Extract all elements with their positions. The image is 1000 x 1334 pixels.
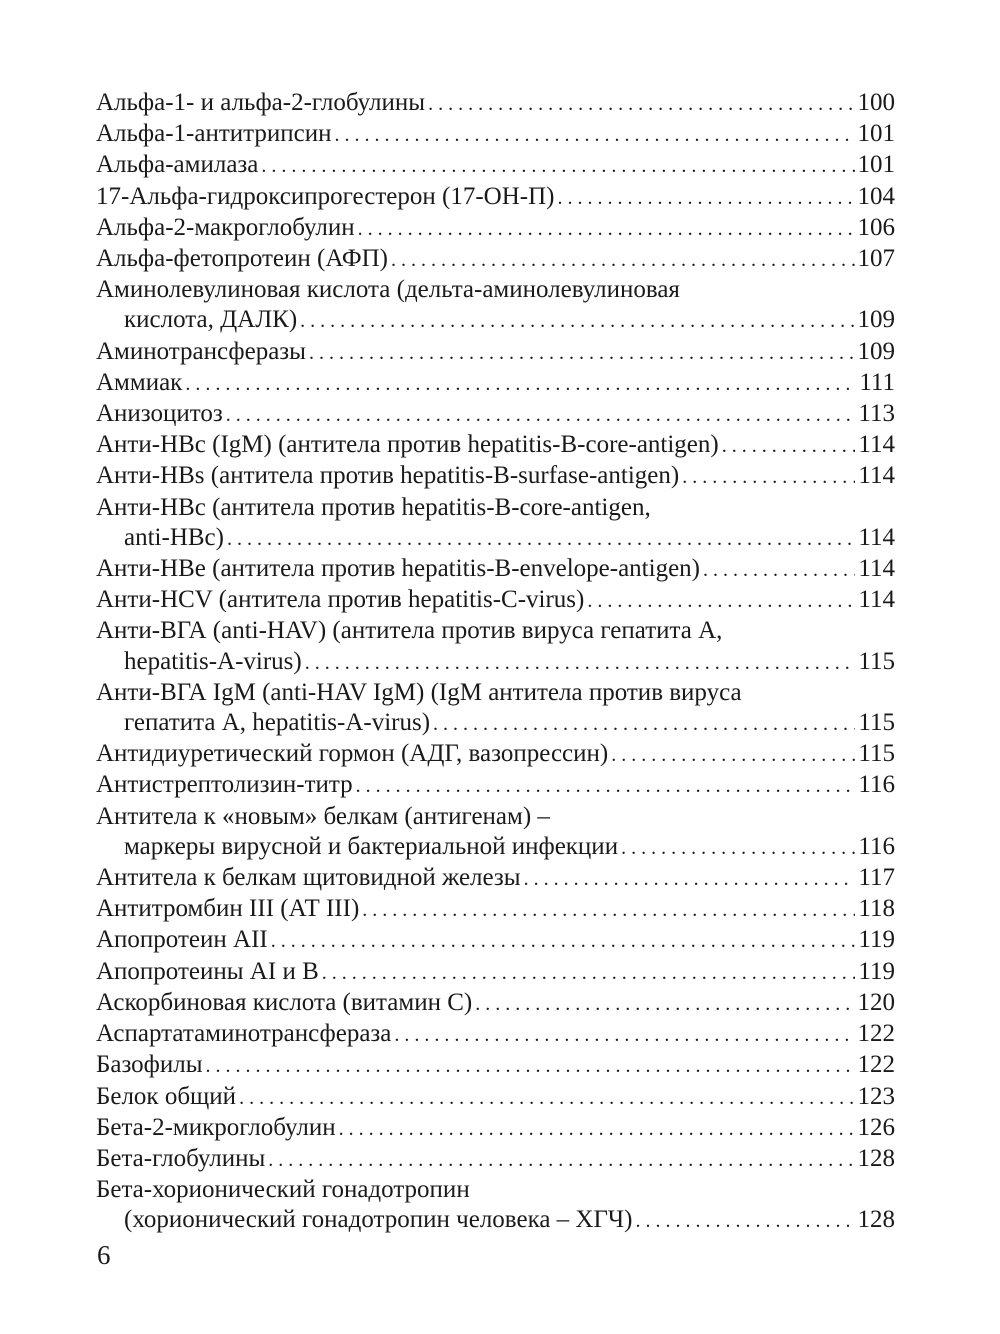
toc-entry-page: 122	[857, 1051, 895, 1079]
toc-entry-line	[96, 957, 895, 988]
toc-entry-title: (хорионический гонадотропин человека – ХГЧ)	[124, 1206, 633, 1234]
toc-entry-title: Анти-ВГА IgM (anti-HAV IgM) (IgM антитела против вируса	[96, 678, 742, 706]
dot-leader	[722, 431, 856, 461]
toc-entry-title: Антитела к «новым» белкам (антигенам) –	[96, 802, 550, 830]
toc-entry-line	[96, 119, 895, 150]
toc-entry-line	[96, 739, 895, 770]
toc-entry-page: 114	[858, 431, 895, 459]
dot-leader	[322, 958, 856, 988]
toc-entry-line	[96, 802, 895, 832]
toc-entry	[96, 678, 895, 739]
toc-entry-title: Аспартатаминотрансфераза	[96, 1020, 392, 1048]
toc-entry-line	[96, 368, 895, 399]
toc-entry-line	[96, 554, 895, 585]
toc-entry-page: 115	[858, 647, 895, 675]
toc-entry	[96, 88, 895, 119]
toc-entry-title: Апопротеины АI и В	[96, 957, 319, 985]
toc-entry-line	[96, 770, 895, 801]
toc-entry-line	[96, 1019, 895, 1050]
toc-entry-title: Анти-HBc (антитела против hepatitis-B-core-antigen,	[96, 493, 651, 521]
dot-leader	[185, 369, 856, 399]
toc-entry	[96, 1082, 895, 1113]
toc-entry-page: 128	[857, 1144, 895, 1172]
toc-entry-line	[96, 832, 895, 863]
toc-entry-page: 113	[858, 400, 895, 428]
toc-entry-page: 109	[857, 306, 895, 334]
toc-entry-page: 111	[859, 368, 895, 396]
toc-entry-page: 118	[858, 895, 895, 923]
toc-entry-title: Анти-HCV (антитела против hepatitis-C-virus)	[96, 586, 585, 614]
dot-leader	[433, 709, 855, 739]
toc-entry-line	[96, 988, 895, 1019]
toc-entry-title: Базофилы	[96, 1051, 203, 1079]
toc-entry-title: маркеры вирусной и бактериальной инфекции	[124, 832, 619, 860]
toc-entry-line	[96, 244, 895, 275]
toc-entry-title: Анти-HBc (IgM) (антитела против hepatitis-B-core-antigen)	[96, 431, 719, 459]
toc-entry	[96, 1175, 895, 1236]
dot-leader	[703, 555, 855, 585]
toc-entry-title: кислота, ДАЛК)	[124, 306, 298, 334]
dot-leader	[226, 400, 856, 430]
toc-entry-line	[96, 894, 895, 925]
dot-leader	[611, 740, 855, 770]
toc-entry-title: Бета-глобулины	[96, 1144, 266, 1172]
toc-entry-title: Альфа-1- и альфа-2-глобулины	[96, 89, 426, 116]
toc-entry-title: Белок общий	[96, 1082, 237, 1110]
toc-entry	[96, 863, 895, 894]
dot-leader	[309, 338, 855, 368]
toc-entry-page: 123	[857, 1082, 895, 1110]
toc-entry-title: hepatitis-A-virus)	[124, 647, 302, 675]
toc-entry	[96, 988, 895, 1019]
toc-entry-line	[96, 1144, 895, 1175]
toc-entry	[96, 616, 895, 677]
toc-entry	[96, 554, 895, 585]
toc-entry-line	[96, 1205, 895, 1236]
toc-entry-line	[96, 150, 895, 181]
dot-leader	[271, 926, 856, 956]
toc-entry-title: гепатита А, hepatitis-A-virus)	[124, 709, 431, 737]
toc-entry-title: Анизоцитоз	[96, 400, 223, 428]
dot-leader	[557, 183, 854, 213]
toc-entry-title: Антитела к белкам щитовидной железы	[96, 864, 521, 892]
toc-entry-title: Бета-хорионический гонадотропин	[96, 1176, 470, 1204]
toc-entry-line	[96, 88, 895, 119]
toc-entry-title: Аскорбиновая кислота (витамин С)	[96, 988, 473, 1016]
toc-entry-line	[96, 461, 895, 492]
toc-entry-page: 104	[857, 182, 895, 210]
toc-entry-title: Аммиак	[96, 368, 183, 396]
dot-leader	[239, 1083, 854, 1113]
dot-leader	[227, 524, 855, 554]
toc-entry	[96, 119, 895, 150]
toc-entry-line	[96, 1050, 895, 1081]
toc-entry-title: Бета-2-микроглобулин	[96, 1113, 336, 1141]
toc-entry-page: 116	[858, 832, 895, 860]
toc-entry	[96, 337, 895, 368]
dot-leader	[636, 1206, 855, 1236]
toc-entry-page: 114	[858, 555, 895, 583]
toc-entry-title: Аминотрансферазы	[96, 337, 306, 365]
dot-leader	[335, 120, 855, 150]
toc-entry-title: Антитромбин III (АТ III)	[96, 895, 360, 923]
toc-entry-title: Антистрептолизин-титр	[96, 771, 353, 799]
toc-entry-title: Альфа-1-антитрипсин	[96, 120, 332, 148]
toc-entry-line	[96, 275, 895, 305]
toc-entry-page: 109	[857, 337, 895, 365]
toc-entry-line	[96, 647, 895, 678]
dot-leader	[305, 648, 856, 678]
dot-leader	[300, 306, 854, 336]
toc-entry-page: 114	[858, 462, 895, 490]
toc-entry-page: 117	[858, 864, 895, 892]
toc-entry-page: 107	[857, 245, 895, 273]
dot-leader	[356, 771, 856, 801]
toc-entry	[96, 585, 895, 616]
toc-entry-line	[96, 182, 895, 213]
toc-entry	[96, 368, 895, 399]
toc-entry-title: Анти-HBs (антитела против hepatitis-B-surfase-antigen)	[96, 462, 680, 490]
toc-entry	[96, 925, 895, 956]
toc-entry-line	[96, 213, 895, 244]
toc-entry-line	[96, 337, 895, 368]
toc-entry-line	[96, 863, 895, 894]
toc-entry-page: 119	[858, 926, 895, 954]
toc-entry	[96, 802, 895, 863]
toc-entry-title: Анти-ВГА (anti-HAV) (антитела против вируса гепатита А,	[96, 617, 723, 645]
toc-entry	[96, 1019, 895, 1050]
toc-entry-line	[96, 585, 895, 616]
toc-entry-page: 101	[857, 151, 895, 179]
toc-entry	[96, 493, 895, 554]
toc-entry	[96, 1113, 895, 1144]
dot-leader	[362, 895, 855, 925]
toc-entry-line	[96, 523, 895, 554]
toc-entry-page: 106	[857, 213, 895, 241]
toc-entry-title: anti-HBc)	[124, 523, 224, 551]
toc-entry	[96, 182, 895, 213]
toc-entry	[96, 399, 895, 430]
toc-entry-title: Альфа-амилаза	[96, 151, 259, 179]
toc-entry	[96, 275, 895, 336]
page-number: 6	[97, 1240, 111, 1270]
toc-entry	[96, 894, 895, 925]
toc-entry-page: 116	[858, 771, 895, 799]
toc-entry	[96, 1050, 895, 1081]
toc-entry-page: 128	[857, 1206, 895, 1234]
toc-entry-line	[96, 305, 895, 336]
dot-leader	[391, 245, 855, 275]
toc-entry-title: Анти-HBe (антитела против hepatitis-B-envelope-antigen)	[96, 555, 700, 583]
dot-leader	[682, 462, 855, 492]
toc-entry-page: 115	[858, 709, 895, 737]
toc-entry-title: Альфа-фетопротеин (АФП)	[96, 245, 388, 273]
dot-leader	[524, 864, 856, 894]
toc-entry-page: 119	[858, 957, 895, 985]
toc-entry-title: 17-Альфа-гидроксипрогестерон (17-ОН-П)	[96, 182, 555, 210]
toc-entry	[96, 213, 895, 244]
table-of-contents	[96, 88, 895, 1237]
toc-entry-page: 126	[857, 1113, 895, 1141]
toc-entry	[96, 150, 895, 181]
toc-entry	[96, 430, 895, 461]
dot-leader	[268, 1145, 854, 1175]
toc-entry	[96, 244, 895, 275]
toc-entry-title: Альфа-2-макроглобулин	[96, 213, 355, 241]
dot-leader	[339, 1114, 855, 1144]
dot-leader	[428, 89, 854, 119]
dot-leader	[358, 214, 855, 244]
dot-leader	[621, 833, 855, 863]
dot-leader	[206, 1051, 855, 1081]
toc-entry-line	[96, 493, 895, 523]
toc-entry-title: Аминолевулиновая кислота (дельта-аминолевулиновая	[96, 276, 680, 304]
toc-entry-line	[96, 1175, 895, 1205]
dot-leader	[475, 989, 854, 1019]
toc-entry-page: 114	[858, 586, 895, 614]
toc-entry-line	[96, 1113, 895, 1144]
dot-leader	[587, 586, 855, 616]
toc-entry-line	[96, 925, 895, 956]
toc-entry	[96, 770, 895, 801]
toc-entry-line	[96, 1082, 895, 1113]
toc-entry-page: 114	[858, 523, 895, 551]
toc-entry	[96, 739, 895, 770]
dot-leader	[261, 151, 854, 181]
toc-entry-page: 122	[857, 1020, 895, 1048]
toc-entry-title: Апопротеин АII	[96, 926, 268, 954]
toc-entry-page: 115	[858, 740, 895, 768]
toc-entry-page: 101	[857, 120, 895, 148]
toc-entry-title: Антидиуретический гормон (АДГ, вазопрессин)	[96, 740, 609, 768]
toc-entry-page: 120	[857, 988, 895, 1016]
dot-leader	[394, 1020, 854, 1050]
toc-entry-line	[96, 616, 895, 646]
toc-entry-page: 100	[857, 89, 895, 116]
toc-entry	[96, 957, 895, 988]
toc-entry	[96, 1144, 895, 1175]
toc-entry-line	[96, 708, 895, 739]
toc-entry-line	[96, 399, 895, 430]
toc-entry	[96, 461, 895, 492]
toc-entry-line	[96, 430, 895, 461]
toc-entry-line	[96, 678, 895, 708]
